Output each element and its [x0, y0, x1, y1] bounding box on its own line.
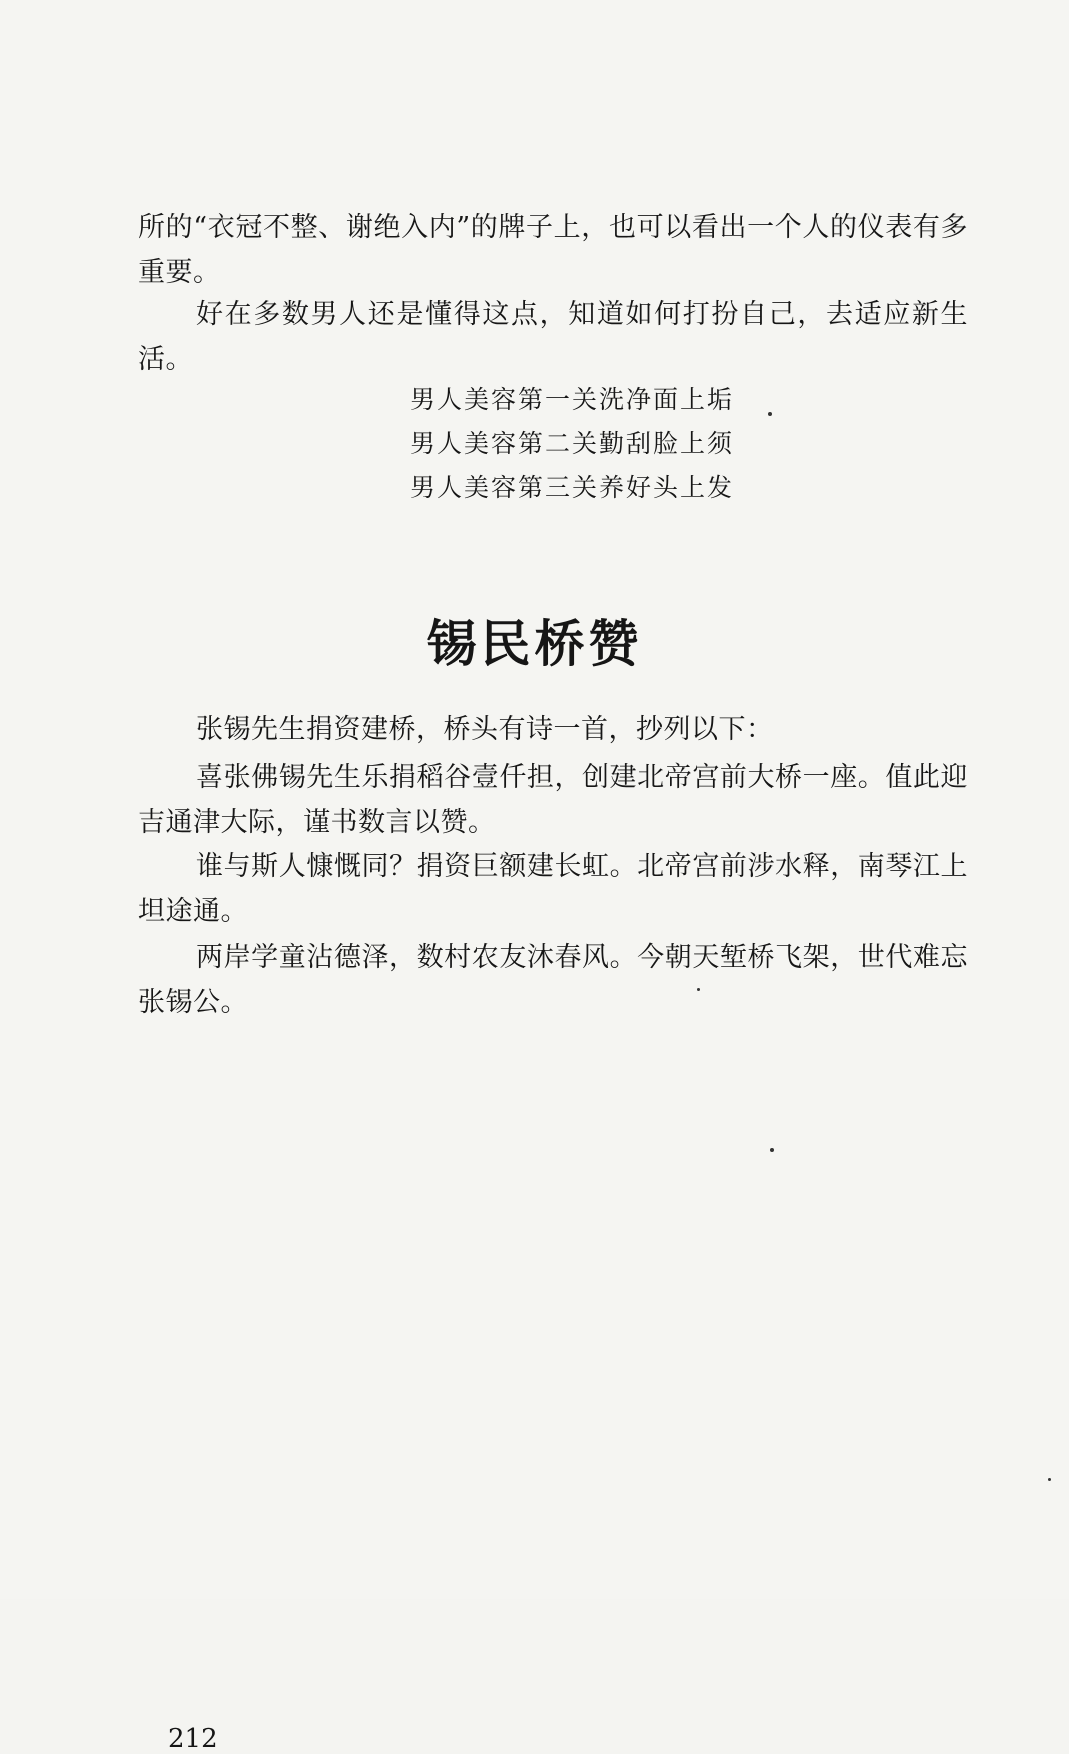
section-title: 锡民桥赞 — [426, 615, 643, 673]
verse-line: 男人美容第二关勤刮脸上须 — [410, 429, 735, 458]
verse-line: 男人美容第一关洗净面上垢 — [410, 385, 735, 414]
paragraph: 张锡先生捐资建桥，桥头有诗一首，抄列以下： — [196, 714, 774, 745]
paragraph-continued: 所的“衣冠不整、谢绝入内”的牌子上，也可以看出一个人的仪表有多重要。 — [138, 212, 968, 288]
verse-block — [410, 378, 734, 510]
scan-speck — [768, 412, 772, 416]
scan-speck — [697, 988, 700, 991]
paragraph: 喜张佛锡先生乐捐稻谷壹仟担，创建北帝宫前大桥一座。值此迎吉通津大际，谨书数言以赞。 — [138, 762, 968, 838]
paragraph: 两岸学童沾德泽，数村农友沐春风。今朝天堑桥飞架，世代难忘张锡公。 — [138, 942, 968, 1018]
verse-line: 男人美容第三关养好头上发 — [410, 473, 735, 502]
scan-speck — [770, 1148, 774, 1152]
paragraph: 好在多数男人还是懂得这点，知道如何打扮自己，去适应新生活。 — [138, 299, 968, 375]
paragraph: 谁与斯人慷慨同？捐资巨额建长虹。北帝宫前涉水释，南琴江上坦途通。 — [138, 851, 968, 927]
page-number: 212 — [168, 1724, 218, 1754]
scan-speck — [1048, 1478, 1051, 1481]
